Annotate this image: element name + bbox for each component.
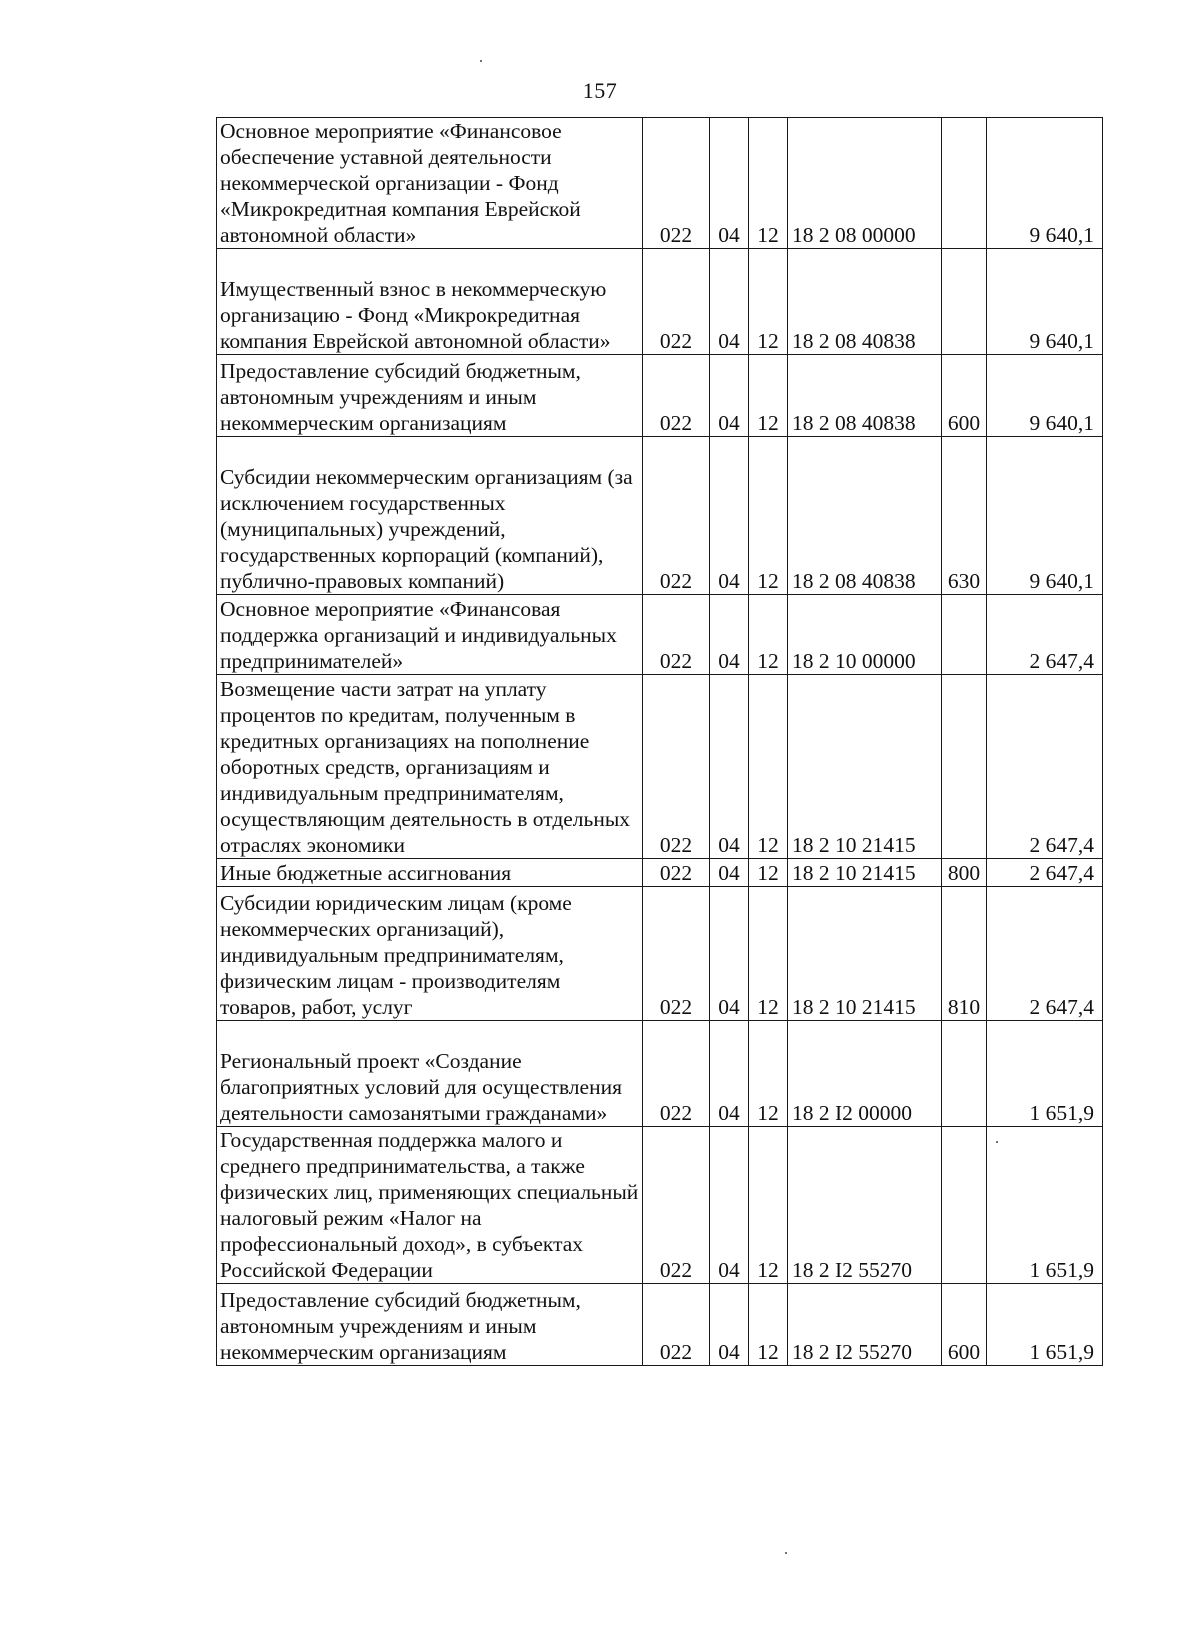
table-row: [217, 887, 1103, 1021]
table-row: [217, 1127, 1103, 1284]
row-rz: 04: [710, 1284, 749, 1366]
row-gr: 022: [643, 118, 710, 249]
row-pr: 12: [749, 1021, 788, 1127]
row-sum: 9 640,1: [987, 249, 1103, 355]
table-row: [217, 859, 1103, 887]
row-rz: 04: [710, 118, 749, 249]
row-rz: 04: [710, 355, 749, 437]
row-gr: 022: [643, 437, 710, 595]
row-sum: 9 640,1: [987, 118, 1103, 249]
row-sum: 9 640,1: [987, 355, 1103, 437]
row-cs: 18 2 I2 00000: [788, 1021, 942, 1127]
row-gr: 022: [643, 675, 710, 859]
row-name: Возмещение части затрат на уплату процентов по кредитам, полученным в кредитных организациях на пополнение оборотных средств, организациям и индивидуальным предпринимателям, осуществляющим деятельность в отдельных отраслях экономики: [217, 675, 643, 859]
row-vr: 600: [942, 355, 987, 437]
row-name: Субсидии юридическим лицам (кроме некоммерческих организаций), индивидуальным предпринимателям, физическим лицам - производителям товаров, работ, услуг: [217, 887, 643, 1021]
row-rz: 04: [710, 437, 749, 595]
row-name: Предоставление субсидий бюджетным, автономным учреждениям и иным некоммерческим организациям: [217, 1284, 643, 1366]
row-sum: 1 651,9: [987, 1127, 1103, 1284]
row-gr: 022: [643, 859, 710, 887]
row-name: Основное мероприятие «Финансовое обеспечение уставной деятельности некоммерческой организации - Фонд «Микрокредитная компания Еврейской автономной области»: [217, 118, 643, 249]
row-rz: 04: [710, 675, 749, 859]
table-row: [217, 1284, 1103, 1366]
row-pr: 12: [749, 1127, 788, 1284]
table-row: [217, 249, 1103, 355]
row-name: Субсидии некоммерческим организациям (за исключением государственных (муниципальных) учреждений, государственных корпораций (компаний), публично-правовых компаний): [217, 437, 643, 595]
row-rz: 04: [710, 1021, 749, 1127]
budget-table-body: [217, 118, 1103, 1366]
row-name: Государственная поддержка малого и среднего предпринимательства, а также физических лиц, применяющих специальный налоговый режим «Налог на профессиональный доход», в субъектах Российской Федерации: [217, 1127, 643, 1284]
table-row: [217, 355, 1103, 437]
row-vr: [942, 595, 987, 675]
table-row: [217, 437, 1103, 595]
row-cs: 18 2 08 00000: [788, 118, 942, 249]
row-gr: 022: [643, 1021, 710, 1127]
row-cs: 18 2 10 21415: [788, 675, 942, 859]
row-vr: [942, 118, 987, 249]
row-vr: [942, 1021, 987, 1127]
row-pr: 12: [749, 887, 788, 1021]
row-sum: 9 640,1: [987, 437, 1103, 595]
row-sum: 2 647,4: [987, 887, 1103, 1021]
row-cs: 18 2 08 40838: [788, 249, 942, 355]
row-pr: 12: [749, 249, 788, 355]
row-gr: 022: [643, 887, 710, 1021]
row-vr: 800: [942, 859, 987, 887]
row-rz: 04: [710, 887, 749, 1021]
scan-speck: [785, 1552, 787, 1554]
row-vr: [942, 675, 987, 859]
row-sum: 2 647,4: [987, 675, 1103, 859]
row-gr: 022: [643, 595, 710, 675]
row-vr: [942, 1127, 987, 1284]
row-pr: 12: [749, 355, 788, 437]
row-gr: 022: [643, 249, 710, 355]
row-sum: 1 651,9: [987, 1284, 1103, 1366]
row-vr: 810: [942, 887, 987, 1021]
row-name: Иные бюджетные ассигнования: [217, 859, 643, 887]
table-row: [217, 595, 1103, 675]
row-name: Основное мероприятие «Финансовая поддержка организаций и индивидуальных предпринимателей»: [217, 595, 643, 675]
row-gr: 022: [643, 355, 710, 437]
row-rz: 04: [710, 595, 749, 675]
table-row: [217, 675, 1103, 859]
row-name: Имущественный взнос в некоммерческую организацию - Фонд «Микрокредитная компания Еврейской автономной области»: [217, 249, 643, 355]
row-cs: 18 2 08 40838: [788, 437, 942, 595]
row-name: Предоставление субсидий бюджетным, автономным учреждениям и иным некоммерческим организациям: [217, 355, 643, 437]
row-rz: 04: [710, 1127, 749, 1284]
row-rz: 04: [710, 859, 749, 887]
row-sum: 2 647,4: [987, 595, 1103, 675]
row-name: Региональный проект «Создание благоприятных условий для осуществления деятельности самозанятыми гражданами»: [217, 1021, 643, 1127]
row-sum: 2 647,4: [987, 859, 1103, 887]
row-pr: 12: [749, 437, 788, 595]
table-row: [217, 118, 1103, 249]
row-cs: 18 2 10 21415: [788, 859, 942, 887]
row-pr: 12: [749, 595, 788, 675]
row-vr: 630: [942, 437, 987, 595]
row-gr: 022: [643, 1284, 710, 1366]
row-cs: 18 2 08 40838: [788, 355, 942, 437]
row-cs: 18 2 I2 55270: [788, 1127, 942, 1284]
row-pr: 12: [749, 859, 788, 887]
row-pr: 12: [749, 1284, 788, 1366]
row-cs: 18 2 I2 55270: [788, 1284, 942, 1366]
budget-table: [216, 117, 1103, 1366]
row-cs: 18 2 10 21415: [788, 887, 942, 1021]
page-number: 157: [582, 78, 618, 103]
row-gr: 022: [643, 1127, 710, 1284]
table-row: [217, 1021, 1103, 1127]
row-vr: [942, 249, 987, 355]
row-rz: 04: [710, 249, 749, 355]
scan-speck: [480, 60, 482, 62]
row-vr: 600: [942, 1284, 987, 1366]
row-cs: 18 2 10 00000: [788, 595, 942, 675]
row-pr: 12: [749, 675, 788, 859]
row-pr: 12: [749, 118, 788, 249]
row-sum: 1 651,9: [987, 1021, 1103, 1127]
